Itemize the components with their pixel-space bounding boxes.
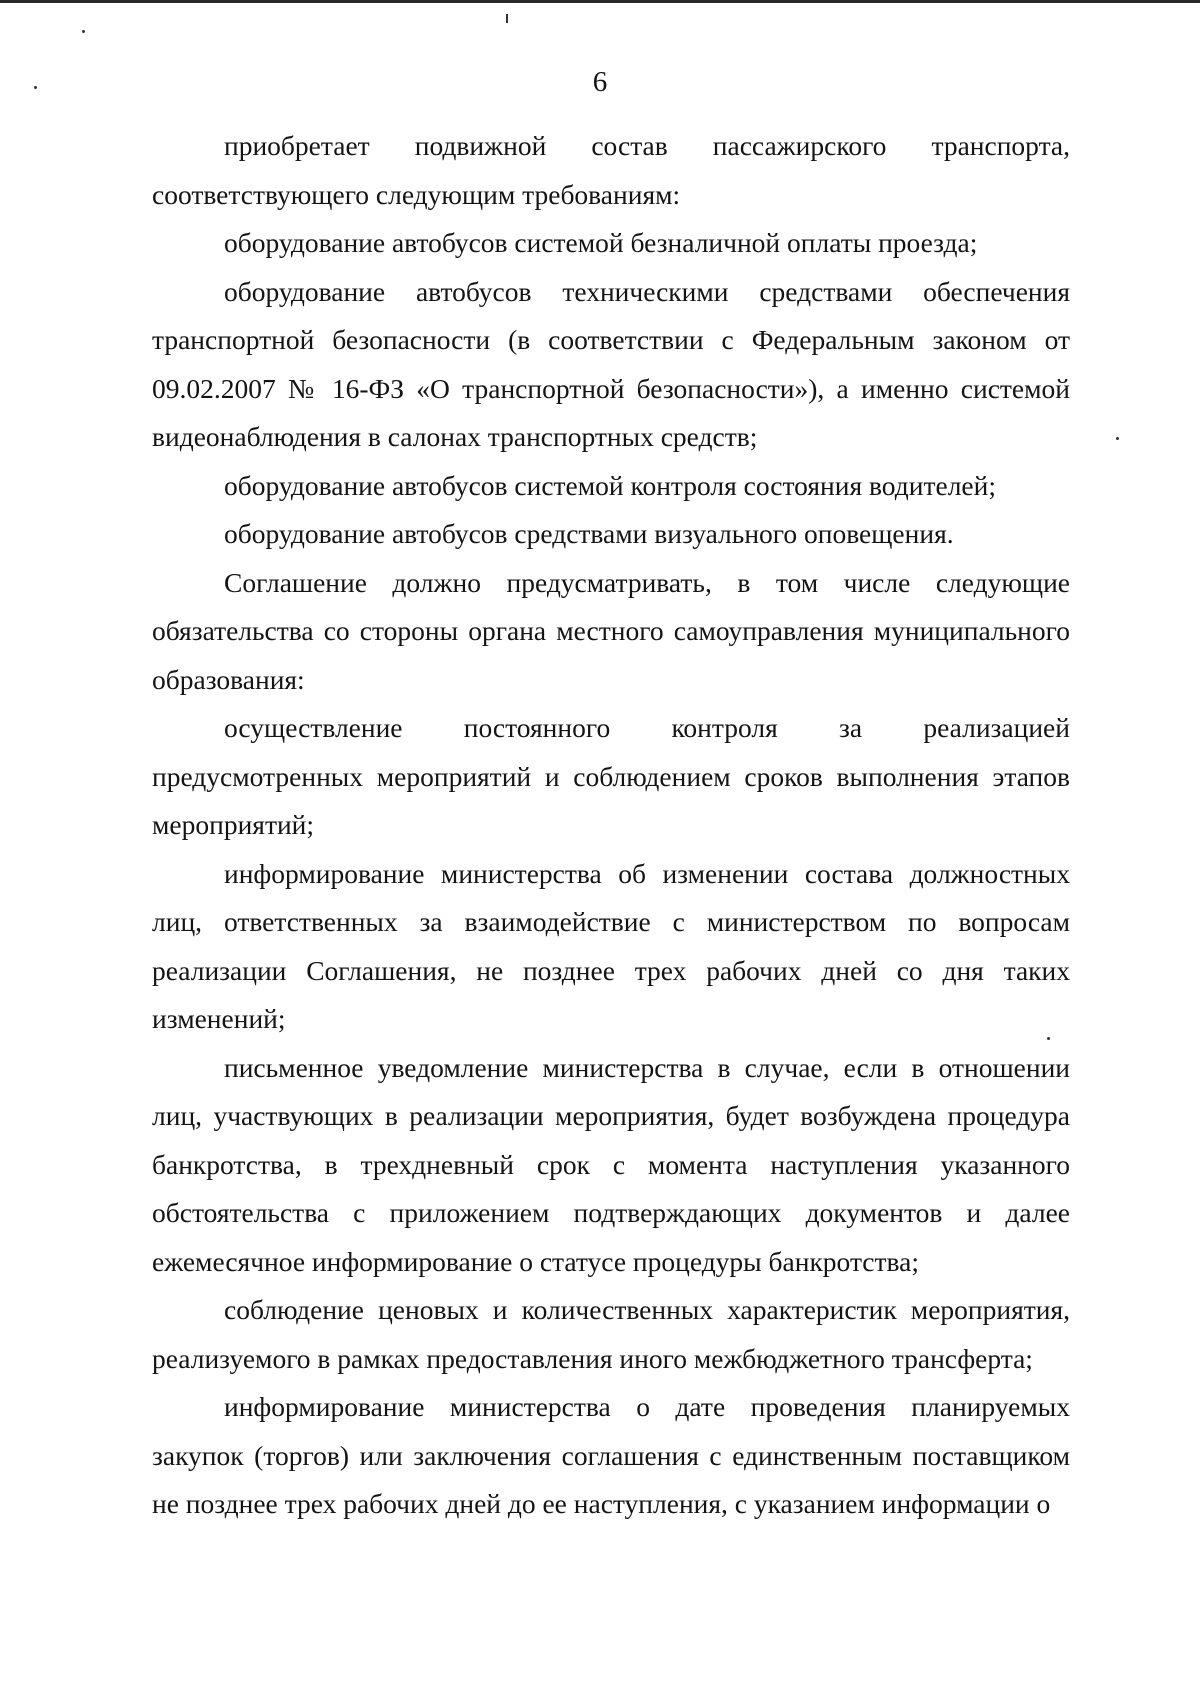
paragraph: приобретает подвижной состав пассажирского транспорта, соответствующего следующим требованиям: [152, 130, 1070, 210]
page-number: 6 [592, 66, 608, 98]
scan-speck [82, 30, 85, 33]
scan-speck [506, 14, 508, 23]
paragraph: оборудование автобусов системой контроля состояния водителей; [224, 469, 996, 501]
paragraph: осуществление постоянного контроля за реализацией предусмотренных мероприятий и соблюдением сроков выполнения этапов мероприятий; [152, 712, 1070, 840]
scan-top-edge [0, 0, 1200, 3]
scan-speck [1116, 437, 1119, 440]
paragraph: информирование министерства об изменении состава должностных лиц, ответственных за взаимодействие с министерством по вопросам реализации Соглашения, не позднее трех рабочих дней со дня таких изменений; [152, 857, 1070, 1034]
paragraph: Соглашение должно предусматривать, в том числе следующие обязательства со стороны органа местного самоуправления муниципального образования: [152, 566, 1070, 695]
paragraph: оборудование автобусов системой безналичной оплаты проезда; [224, 227, 978, 258]
paragraph: информирование министерства о дате проведения планируемых закупок (торгов) или заключения соглашения с единственным поставщиком не позднее трех рабочих дней до ее наступления, с указанием информации о [152, 1391, 1070, 1519]
document-body [152, 122, 1070, 1529]
paragraph: оборудование автобусов средствами визуального оповещения. [224, 518, 954, 549]
paragraph: оборудование автобусов техническими средствами обеспечения транспортной безопасности (в соответствии с Федеральным законом от 09.02.2007 № 16-ФЗ «О транспортной безопасности»), а именно системой видеонаблюдения в салонах транспортных средств; [152, 275, 1070, 452]
paragraph: соблюдение ценовых и количественных характеристик мероприятия, реализуемого в рамках предоставления иного межбюджетного трансферта; [152, 1294, 1070, 1374]
paragraph: письменное уведомление министерства в случае, если в отношении лиц, участвующих в реализации мероприятия, будет возбуждена процедура банкротства, в трехдневный срок с момента наступления указанного обстоятельства с приложением подтверждающих документов и далее ежемесячное информирование о статусе процедуры банкротства; [152, 1051, 1070, 1277]
